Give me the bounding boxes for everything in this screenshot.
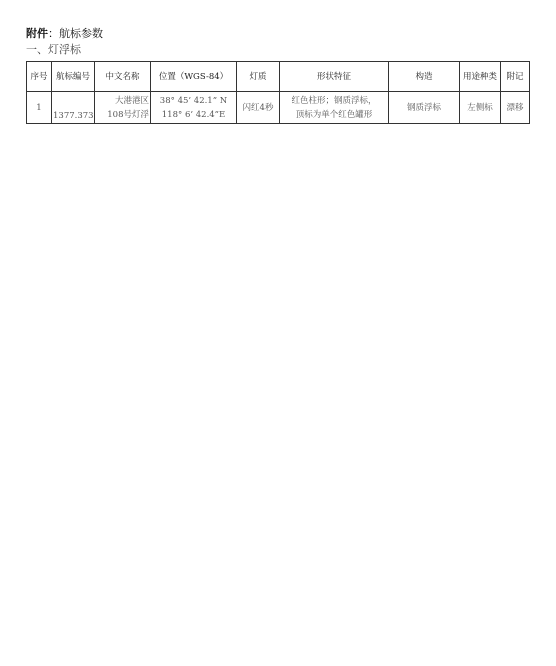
cell-index: 1 bbox=[27, 92, 52, 124]
header-position: 位置（WGS-84） bbox=[151, 62, 237, 92]
header-usage: 用途种类 bbox=[460, 62, 501, 92]
cell-position bbox=[151, 92, 237, 124]
cn-name-line-1: 大港港区 bbox=[114, 95, 149, 106]
header-mark-no: 航标编号 bbox=[52, 62, 95, 92]
annex-heading bbox=[26, 25, 103, 41]
annex-title: 航标参数 bbox=[59, 27, 103, 40]
header-shape: 形状特征 bbox=[280, 62, 389, 92]
cell-usage: 左侧标 bbox=[460, 92, 501, 124]
table-header-row bbox=[27, 62, 530, 92]
header-index: 序号 bbox=[27, 62, 52, 92]
cell-structure: 钢质浮标 bbox=[389, 92, 460, 124]
cn-name-line-2: 108号灯浮 bbox=[107, 109, 149, 120]
shape-line-1: 红色柱形；钢质浮标， bbox=[291, 95, 377, 106]
header-light: 灯质 bbox=[237, 62, 280, 92]
header-cn-name: 中文名称 bbox=[95, 62, 151, 92]
annex-separator: ： bbox=[48, 27, 59, 40]
cell-mark-no: 1377.373 bbox=[52, 92, 95, 124]
section-title: 一、灯浮标 bbox=[26, 43, 81, 56]
header-remark: 附记 bbox=[501, 62, 530, 92]
position-latitude: 38° 45’ 42.1” N bbox=[159, 95, 228, 106]
table-row bbox=[27, 92, 530, 124]
cell-light: 闪红4秒 bbox=[237, 92, 280, 124]
header-structure: 构造 bbox=[389, 62, 460, 92]
cell-shape bbox=[280, 92, 389, 124]
nav-aid-parameter-table bbox=[26, 61, 530, 124]
cell-remark: 漂移 bbox=[501, 92, 530, 124]
cell-cn-name bbox=[95, 92, 151, 124]
position-longitude: 118° 6’ 42.4”E bbox=[161, 109, 226, 120]
annex-label: 附件 bbox=[26, 27, 48, 40]
shape-line-2: 顶标为单个红色罐形 bbox=[295, 109, 373, 120]
